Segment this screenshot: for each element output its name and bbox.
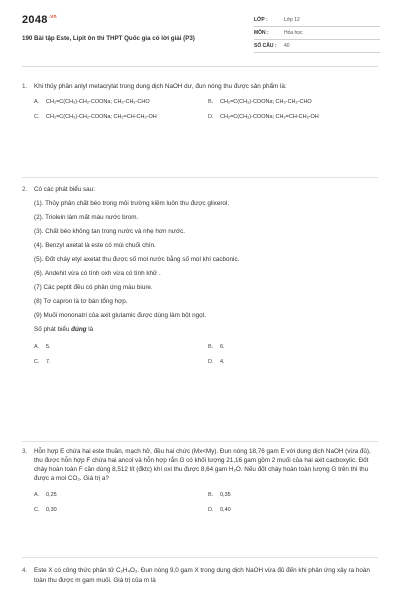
option-a[interactable] bbox=[34, 343, 208, 352]
option-text: 0,35 bbox=[220, 492, 231, 498]
option-key: B. bbox=[208, 492, 214, 498]
question-separator bbox=[22, 557, 378, 558]
option-a[interactable] bbox=[34, 98, 208, 107]
ask-emphasis: đúng bbox=[71, 326, 87, 333]
meta-row-subject bbox=[254, 27, 380, 40]
ask-suffix: là bbox=[86, 326, 94, 333]
question-3 bbox=[22, 447, 378, 521]
option-b[interactable] bbox=[208, 343, 382, 352]
site-logo[interactable] bbox=[22, 14, 57, 26]
option-text: 6. bbox=[220, 344, 225, 350]
option-text: CH₂=C(CH₃)-CH₂-COONa; CH₂=CH-CH₂-OH bbox=[46, 114, 157, 120]
statement-1: (1). Thủy phân chất béo trong môi trường kiềm luôn thu được glixerol. bbox=[34, 200, 230, 207]
question-separator bbox=[22, 177, 378, 178]
options-grid bbox=[34, 98, 378, 128]
meta-row-count bbox=[254, 40, 380, 53]
option-text: 0,40 bbox=[220, 507, 231, 513]
option-key: C. bbox=[34, 359, 40, 365]
option-key: B. bbox=[208, 344, 214, 350]
option-c[interactable] bbox=[34, 506, 208, 515]
question-number: 1. bbox=[22, 83, 28, 90]
option-c[interactable] bbox=[34, 113, 208, 122]
option-key: C. bbox=[34, 507, 40, 513]
option-key: D. bbox=[208, 114, 214, 120]
statement-6: (6). Andehit vừa có tính oxh vừa có tính khử . bbox=[34, 270, 161, 277]
logo-text: 2048 bbox=[22, 14, 48, 26]
meta-key: SỐ CÂU : bbox=[254, 43, 277, 49]
option-b[interactable] bbox=[208, 491, 382, 500]
ask-prefix: Số phát biểu bbox=[34, 326, 72, 333]
question-number: 2. bbox=[22, 186, 28, 193]
option-key: A. bbox=[34, 344, 40, 350]
meta-key: MÔN : bbox=[254, 30, 269, 36]
statement-4: (4). Benzyl axetat là este có mùi chuối chín. bbox=[34, 242, 156, 249]
option-key: B. bbox=[208, 99, 214, 105]
question-text: Este X có công thức phân tử C₂H₄O₂. Đun nóng 9,0 gam X trong dung dịch NaOH vừa đủ đến khi phản ứng xảy ra hoàn toàn thu được m gam muối. Giá trị của m là bbox=[34, 567, 370, 584]
option-text: CH₂=C(CH₃)-COONa; CH₂=CH-CH₂-OH bbox=[220, 114, 319, 120]
option-text: 7. bbox=[46, 359, 51, 365]
question-text: Hỗn hợp E chứa hai este thuần, mạch hở, đều hai chức (Mx<My). Đun nóng 18,76 gam E với dung dịch NaOH (vừa đủ), thu được hỗn hợp F chứa hai ancol và hỗn hợp rắn G có khối lượng 21,16 gam gồm 2 muối của hai axit cacboxylic. Đốt cháy hoàn toàn F cần dùng 8,512 lít (đktc) khí oxi thu được 8,64 gam H₂O. Nếu đốt cháy hoàn toàn lượng G trên thì thu được a mol CO₂. Giá trị a? bbox=[34, 448, 371, 482]
option-key: A. bbox=[34, 492, 40, 498]
question-1 bbox=[22, 82, 378, 128]
statement-8: (8) Tơ capron là tơ bán tổng hợp. bbox=[34, 298, 128, 305]
meta-row-class bbox=[254, 14, 380, 27]
option-d[interactable] bbox=[208, 358, 382, 367]
question-number: 4. bbox=[22, 567, 28, 574]
meta-value: Lớp 12 bbox=[284, 17, 300, 23]
option-b[interactable] bbox=[208, 98, 382, 107]
option-key: D. bbox=[208, 507, 214, 513]
document-title: 190 Bài tập Este, Lipit ôn thi THPT Quốc gia có lời giải (P3) bbox=[22, 35, 195, 42]
option-text: CH₂=C(CH₃)-CH₂-COONa; CH₃-CH₂-CHO bbox=[46, 99, 150, 105]
option-text: 0,25 bbox=[46, 492, 57, 498]
option-key: A. bbox=[34, 99, 40, 105]
statement-5: (5). Đốt cháy etyl axetat thu được số mol nước bằng số mol khí cacbonic. bbox=[34, 256, 240, 263]
page-header bbox=[0, 0, 400, 62]
meta-table bbox=[254, 14, 380, 53]
option-d[interactable] bbox=[208, 506, 382, 515]
options-grid bbox=[34, 491, 378, 521]
statement-9: (9) Muối mononatri của axit glutamic được dùng làm bột ngọt. bbox=[34, 312, 207, 319]
option-text: 0,30 bbox=[46, 507, 57, 513]
question-separator bbox=[22, 441, 378, 442]
question-number: 3. bbox=[22, 448, 28, 455]
meta-value: 40 bbox=[284, 43, 290, 49]
question-ask bbox=[34, 325, 378, 335]
meta-key: LỚP : bbox=[254, 17, 268, 23]
statement-2: (2). Triolein làm mất màu nước brom. bbox=[34, 214, 139, 221]
option-key: C. bbox=[34, 114, 40, 120]
question-text: Khi thủy phân anlyl metacrylat trong dung dịch NaOH dư, đun nóng thu được sản phẩm là: bbox=[34, 83, 287, 90]
statement-3: (3). Chất béo không tan trong nước và nhẹ hơn nước. bbox=[34, 228, 186, 235]
option-key: D. bbox=[208, 359, 214, 365]
header-divider bbox=[22, 66, 378, 67]
question-intro: Có các phát biểu sau: bbox=[34, 186, 95, 193]
option-text: 4. bbox=[220, 359, 225, 365]
option-text: 5. bbox=[46, 344, 51, 350]
meta-value: Hóa học bbox=[284, 30, 303, 36]
options-grid bbox=[34, 343, 378, 373]
option-text: CH₂=C(CH₃)-COONa; CH₃-CH₂-CHO bbox=[220, 99, 312, 105]
statement-7: (7) Các peptit đều có phản ứng màu biure. bbox=[34, 284, 153, 291]
option-d[interactable] bbox=[208, 113, 382, 122]
option-a[interactable] bbox=[34, 491, 208, 500]
question-2 bbox=[22, 185, 378, 373]
question-4 bbox=[22, 566, 378, 586]
option-c[interactable] bbox=[34, 358, 208, 367]
logo-suffix: .vn bbox=[48, 14, 57, 21]
